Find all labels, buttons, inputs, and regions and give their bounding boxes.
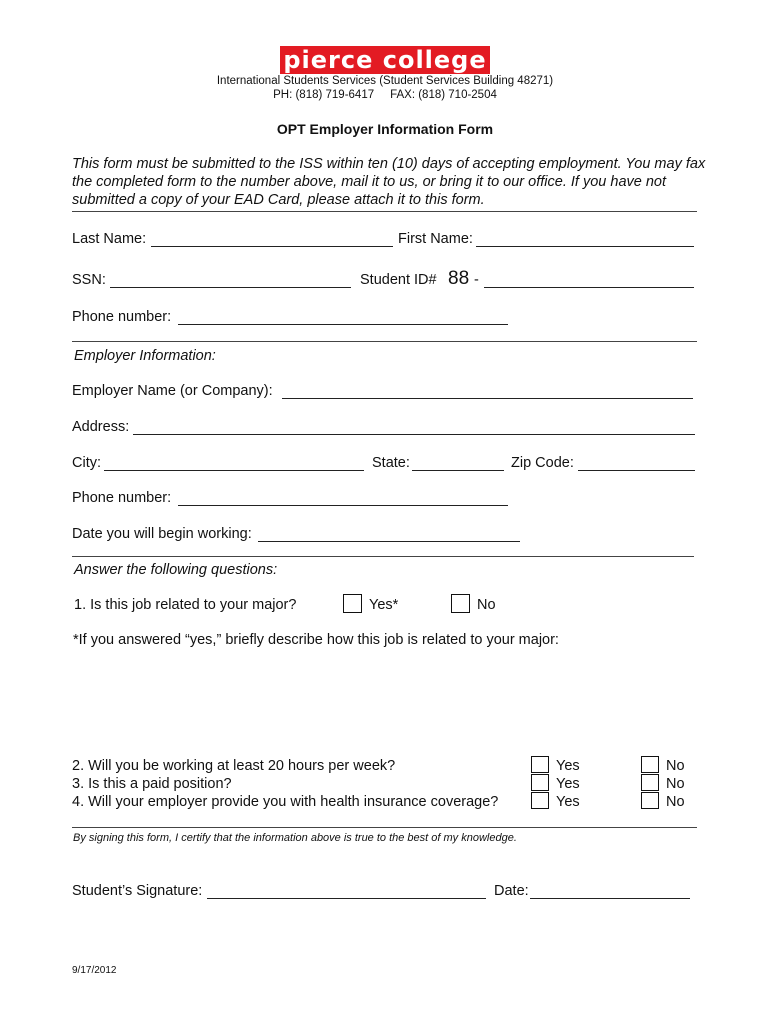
student-phone-label: Phone number: [72, 309, 172, 325]
address-field[interactable] [133, 434, 695, 435]
form-instructions: This form must be submitted to the ISS within ten (10) days of accepting employment. You may fax the completed form to the number above, mail it to us, or bring it to our office. If you have not submitted a copy of your EAD Card, please attach it to this form. [72, 156, 706, 208]
question-4: 4. Will your employer provide you with health insurance coverage? [72, 794, 499, 810]
divider [72, 556, 694, 557]
divider [72, 827, 697, 828]
student-id-prefix: 88 [448, 268, 470, 289]
signature-date-label: Date: [494, 883, 529, 899]
q3-no-checkbox[interactable] [641, 774, 659, 791]
q4-yes-checkbox[interactable] [531, 792, 549, 809]
zip-code-field[interactable] [578, 470, 695, 471]
q2-no-label: No [666, 758, 685, 774]
q4-no-checkbox[interactable] [641, 792, 659, 809]
q2-yes-label: Yes [556, 758, 580, 774]
q1-yes-checkbox[interactable] [343, 594, 362, 613]
student-id-label: Student ID# [360, 272, 437, 288]
question-1: 1. Is this job related to your major? [74, 597, 297, 613]
start-date-label: Date you will begin working: [72, 526, 252, 542]
q4-yes-label: Yes [556, 794, 580, 810]
office-fax: FAX: (818) 710-2504 [390, 89, 497, 101]
student-id-dash: - [474, 272, 479, 288]
certification-statement: By signing this form, I certify that the information above is true to the best of my knowledge. [73, 832, 517, 844]
form-title: OPT Employer Information Form [276, 121, 494, 137]
employer-phone-label: Phone number: [72, 490, 172, 506]
q1-yes-label: Yes* [369, 597, 399, 613]
ssn-field[interactable] [110, 287, 351, 288]
divider [72, 341, 697, 342]
city-label: City: [72, 455, 101, 471]
signature-field[interactable] [207, 898, 486, 899]
question-2: 2. Will you be working at least 20 hours per week? [72, 758, 396, 774]
employer-phone-field[interactable] [178, 505, 508, 506]
question-3: 3. Is this a paid position? [72, 776, 232, 792]
employer-name-label: Employer Name (or Company): [72, 383, 273, 399]
first-name-field[interactable] [476, 246, 694, 247]
q4-no-label: No [666, 794, 685, 810]
city-field[interactable] [104, 470, 364, 471]
major-relation-prompt: *If you answered “yes,” briefly describe how this job is related to your major: [73, 632, 559, 648]
q3-yes-label: Yes [556, 776, 580, 792]
q1-no-label: No [477, 597, 496, 613]
employer-name-field[interactable] [282, 398, 693, 399]
employer-section-heading: Employer Information: [74, 348, 216, 364]
ssn-label: SSN: [72, 272, 106, 288]
q1-no-checkbox[interactable] [451, 594, 470, 613]
state-field[interactable] [412, 470, 504, 471]
q3-yes-checkbox[interactable] [531, 774, 549, 791]
major-relation-answer-area[interactable] [72, 655, 696, 750]
student-id-field[interactable] [484, 287, 694, 288]
revision-date: 9/17/2012 [72, 965, 117, 976]
student-phone-field[interactable] [178, 324, 508, 325]
signature-date-field[interactable] [530, 898, 690, 899]
office-address: International Students Services (Student Services Building 48271) [216, 75, 554, 87]
divider [72, 211, 697, 212]
state-label: State: [372, 455, 410, 471]
q2-no-checkbox[interactable] [641, 756, 659, 773]
q2-yes-checkbox[interactable] [531, 756, 549, 773]
last-name-field[interactable] [151, 246, 393, 247]
address-label: Address: [72, 419, 130, 435]
office-phone: PH: (818) 719-6417 [273, 89, 375, 101]
last-name-label: Last Name: [72, 231, 147, 247]
first-name-label: First Name: [398, 231, 473, 247]
start-date-field[interactable] [258, 541, 520, 542]
zip-code-label: Zip Code: [511, 455, 574, 471]
q3-no-label: No [666, 776, 685, 792]
contact-line [0, 89, 770, 101]
questions-section-heading: Answer the following questions: [74, 562, 278, 578]
pierce-college-logo: pierce college [280, 46, 490, 74]
signature-label: Student’s Signature: [72, 883, 203, 899]
